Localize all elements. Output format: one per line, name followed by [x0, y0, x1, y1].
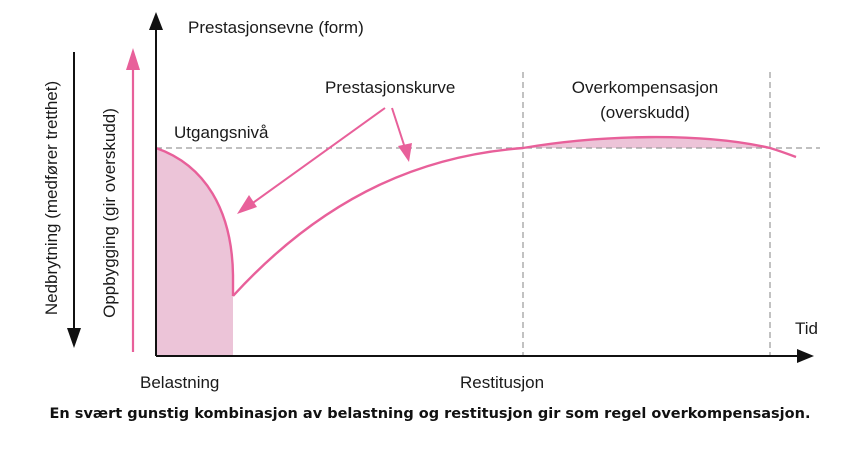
phase-load-label: Belastning [140, 373, 220, 392]
load-fatigue-area [156, 148, 233, 356]
overcompensation-sublabel: (overskudd) [600, 103, 690, 122]
y-axis-arrowhead [149, 12, 163, 30]
breakdown-arrowhead [67, 328, 81, 348]
baseline-label: Utgangsnivå [174, 123, 269, 142]
curve-pointer-left-arrowhead [237, 195, 257, 214]
x-axis-arrowhead [797, 349, 814, 363]
overcompensation-label: Overkompensasjon [571, 78, 719, 97]
curve-pointer-right-arrowhead [398, 143, 412, 162]
curve-pointer-right [392, 108, 405, 148]
buildup-label: Oppbygging (gir overskudd) [100, 108, 119, 318]
phase-recovery-label: Restitusjon [460, 373, 545, 392]
y-axis-label: Prestasjonsevne (form) [188, 18, 364, 37]
curve-pointer-left [250, 108, 385, 205]
performance-curve-rise [233, 137, 796, 296]
breakdown-label: Nedbrytning (medfører tretthet) [42, 80, 61, 316]
x-axis-label: Tid [795, 319, 818, 338]
curve-label: Prestasjonskurve [325, 78, 456, 97]
figure-caption: En svært gunstig kombinasjon av belastning og restitusjon gir som regel overkompensasjon. [49, 406, 811, 422]
buildup-arrowhead [126, 48, 140, 70]
